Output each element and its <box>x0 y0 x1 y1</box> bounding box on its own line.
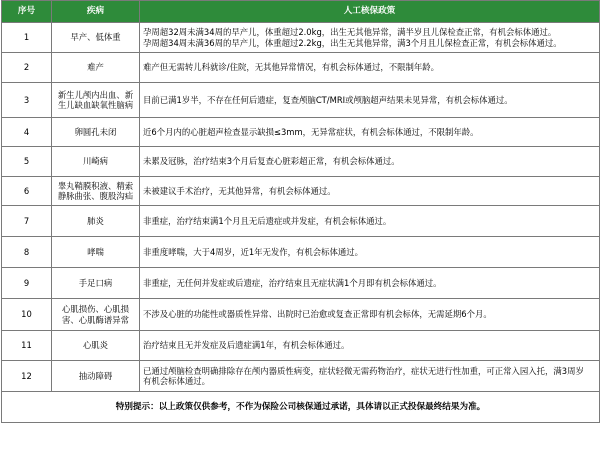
table-row <box>2 83 600 118</box>
table-row <box>2 23 600 53</box>
disease-name: 难产 <box>52 53 140 83</box>
row-number: 7 <box>2 206 52 237</box>
table-row <box>2 331 600 361</box>
policy-line: 非重度哮喘，大于4周岁，近1年无发作，有机会标体通过。 <box>143 246 364 257</box>
policy-line: 非重症，治疗结束满1个月且无后遗症或并发症，有机会标体通过。 <box>143 215 392 226</box>
disease-name: 心肌损伤、心肌损害、心肌酶谱异常 <box>52 299 140 331</box>
table-row <box>2 53 600 83</box>
policy-text <box>140 147 600 177</box>
disease-name: 睾丸鞘膜积液、精索静脉曲张、腹股沟疝 <box>52 177 140 206</box>
row-number: 9 <box>2 268 52 299</box>
disease-name: 卵圆孔未闭 <box>52 118 140 147</box>
underwriting-policy-table <box>1 0 600 423</box>
policy-text <box>140 299 600 331</box>
policy-text <box>140 53 600 83</box>
disease-name: 肺炎 <box>52 206 140 237</box>
policy-text <box>140 177 600 206</box>
header-no: 序号 <box>2 1 52 23</box>
policy-line: 难产但无需转儿科就诊/住院，无其他异常情况，有机会标体通过，不限制年龄。 <box>143 62 439 73</box>
disease-name: 心肌炎 <box>52 331 140 361</box>
table-row <box>2 268 600 299</box>
table-row <box>2 237 600 268</box>
special-notice: 特别提示：以上政策仅供参考，不作为保险公司核保通过承诺，具体请以正式投保最终结果为准。 <box>2 392 600 423</box>
policy-text <box>140 237 600 268</box>
disease-name: 手足口病 <box>52 268 140 299</box>
policy-line: 治疗结束且无并发症及后遗症满1年，有机会标体通过。 <box>143 340 350 351</box>
policy-line: 已通过颅脑检查明确排除存在颅内器质性病变，症状轻微无需药物治疗，症状无进行性加重，可正常入园入托，满3周岁 <box>143 365 584 376</box>
row-number: 10 <box>2 299 52 331</box>
table-row <box>2 118 600 147</box>
row-number: 1 <box>2 23 52 53</box>
policy-text <box>140 118 600 147</box>
row-number: 4 <box>2 118 52 147</box>
table-row <box>2 177 600 206</box>
policy-text <box>140 23 600 53</box>
disease-name: 哮喘 <box>52 237 140 268</box>
disease-name: 抽动障碍 <box>52 361 140 392</box>
policy-line: 未累及冠脉，治疗结束3个月后复查心脏彩超正常，有机会标体通过。 <box>143 156 400 167</box>
policy-text <box>140 206 600 237</box>
row-number: 12 <box>2 361 52 392</box>
row-number: 8 <box>2 237 52 268</box>
footnote-row <box>2 392 600 423</box>
disease-name: 新生儿颅内出血、新生儿缺血缺氧性脑病 <box>52 83 140 118</box>
row-number: 6 <box>2 177 52 206</box>
policy-line: 孕周超34周未满36周的早产儿，体重超过2.2kg，出生无其他异常，满3个月且儿保检查正常，有机会标体通过。 <box>143 37 562 48</box>
policy-text <box>140 83 600 118</box>
table-row <box>2 299 600 331</box>
disease-name: 早产、低体重 <box>52 23 140 53</box>
policy-line: 有机会标体通过。 <box>143 376 210 386</box>
table-row <box>2 147 600 177</box>
row-number: 3 <box>2 83 52 118</box>
policy-line: 非重症，无任何并发症或后遗症，治疗结束且无症状满1个月即有机会标体通过。 <box>143 277 442 288</box>
row-number: 2 <box>2 53 52 83</box>
header-disease: 疾病 <box>52 1 140 23</box>
policy-text <box>140 361 600 392</box>
policy-line: 孕周超32周未满34周的早产儿，体重超过2.0kg，出生无其他异常，满半岁且儿保检查正常，有机会标体通过。 <box>143 27 557 37</box>
table-header-row <box>2 1 600 23</box>
disease-name: 川崎病 <box>52 147 140 177</box>
policy-line: 近6个月内的心脏超声检查显示缺损≤3mm，无异常症状，有机会标体通过，不限制年龄。 <box>143 126 479 137</box>
policy-line: 目前已满1岁半，不存在任何后遗症，复查颅脑CT/MRI或颅脑超声结果未见异常，有机会标体通过。 <box>143 94 513 105</box>
policy-line: 不涉及心脏的功能性或器质性异常、出院时已治愈或复查正常即有机会标体，无需延期6个月。 <box>143 309 492 320</box>
policy-text <box>140 268 600 299</box>
table-row <box>2 361 600 392</box>
row-number: 5 <box>2 147 52 177</box>
table-row <box>2 206 600 237</box>
header-policy: 人工核保政策 <box>140 1 600 23</box>
policy-text <box>140 331 600 361</box>
row-number: 11 <box>2 331 52 361</box>
policy-line: 未被建议手术治疗，无其他异常，有机会标体通过。 <box>143 185 336 196</box>
